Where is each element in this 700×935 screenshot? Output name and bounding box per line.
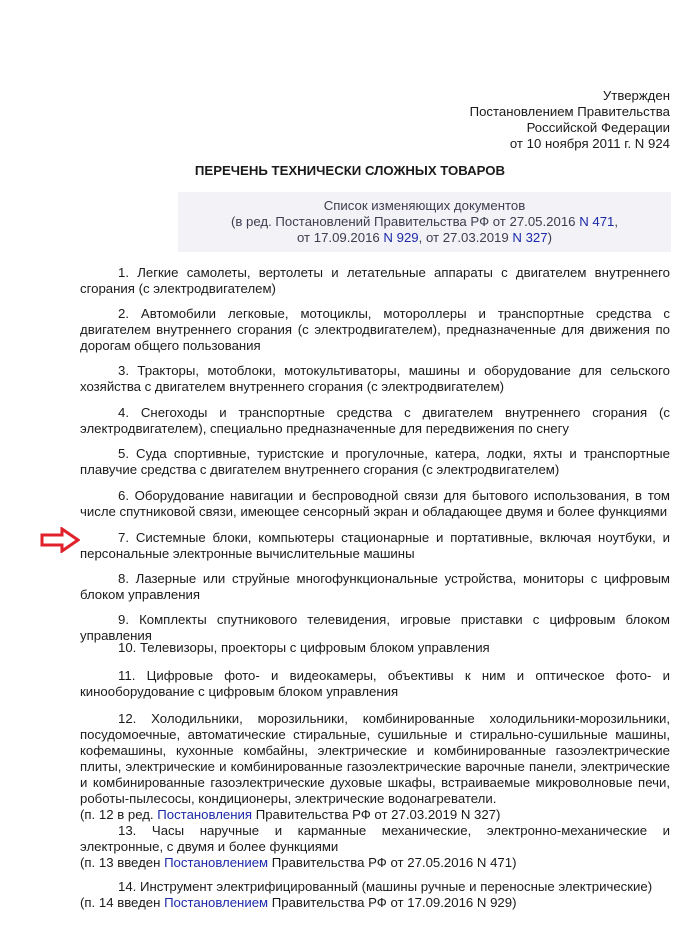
- list-item: [80, 823, 670, 871]
- changes-text: ): [547, 230, 552, 245]
- list-item: [80, 488, 670, 520]
- item-note: (п. 13 введен Постановлением Правительства РФ от 27.05.2016 N 471): [80, 855, 517, 870]
- list-item: [80, 265, 670, 297]
- note-link[interactable]: Постановлением: [164, 895, 269, 910]
- red-arrow-icon: [40, 527, 80, 553]
- item-text: 3. Тракторы, мотоблоки, мотокультиваторы, машины и оборудование для сельского хозяйства с двигателем внутреннего сгорания (с электродвигателем): [80, 363, 670, 394]
- list-item: [80, 640, 670, 656]
- changes-line: (в ред. Постановлений Правительства РФ от 27.05.2016 N 471,: [230, 214, 619, 229]
- list-item: [80, 711, 670, 823]
- note-link[interactable]: Постановления: [157, 807, 253, 822]
- changes-box: [178, 192, 671, 252]
- changes-line: [178, 230, 671, 246]
- changes-text: от 17.09.2016: [297, 230, 384, 245]
- item-text: 12. Холодильники, морозильники, комбинированные холодильники-морозильники, посудомоечные, автоматические стиральные, сушильные и стирально-сушильные машины, кофемашины, кухонные комбайны, электрические и комбинированные газоэлектрические плиты, электрические и комбинированные газоэлектрические варочные панели, электрические и комбинированные газоэлектрические духовые шкафы, встраиваемые микроволновые печи, роботы-пылесосы, кондиционеры, электрические водонагреватели.: [80, 711, 670, 806]
- item-text: 11. Цифровые фото- и видеокамеры, объективы к ним и оптическое фото- и кинооборудование с цифровым блоком управления: [80, 668, 670, 699]
- list-item: [80, 530, 670, 562]
- approval-line: Постановлением Правительства: [469, 104, 670, 119]
- item-note: (п. 12 в ред. Постановления Правительства РФ от 27.03.2019 N 327): [80, 807, 501, 822]
- item-text: 8. Лазерные или струйные многофункциональные устройства, мониторы с цифровым блоком управления: [80, 571, 670, 602]
- list-item: [80, 405, 670, 437]
- link-n929[interactable]: N 929: [383, 230, 419, 245]
- approval-line: Российской Федерации: [526, 120, 670, 135]
- link-n327[interactable]: N 327: [512, 230, 548, 245]
- item-text: 9. Комплекты спутникового телевидения, игровые приставки с цифровым блоком управления: [80, 612, 670, 643]
- list-item: [80, 571, 670, 603]
- list-item: [80, 446, 670, 478]
- item-text: 5. Суда спортивные, туристские и прогулочные, катера, лодки, яхты и транспортные плавучие средства с двигателем внутреннего сгорания (с электродвигателем): [80, 446, 670, 477]
- list-item: [80, 879, 670, 911]
- document-title: ПЕРЕЧЕНЬ ТЕХНИЧЕСКИ СЛОЖНЫХ ТОВАРОВ: [194, 163, 506, 178]
- item-text: 4. Снегоходы и транспортные средства с двигателем внутреннего сгорания (с электродвигателем), специально предназначенные для передвижения по снегу: [80, 405, 670, 436]
- list-item: [80, 668, 670, 700]
- changes-heading: Список изменяющих документов: [323, 198, 526, 213]
- changes-text: , от 27.03.2019: [418, 230, 513, 245]
- note-link[interactable]: Постановлением: [164, 855, 269, 870]
- changes-text: (в ред. Постановлений Правительства РФ от 27.05.2016: [230, 214, 580, 229]
- item-text: 1. Легкие самолеты, вертолеты и летательные аппараты с двигателем внутреннего сгорания (с электродвигателем): [80, 265, 670, 296]
- item-text: 2. Автомобили легковые, мотоциклы, мотороллеры и транспортные средства с двигателем внутреннего сгорания (с электродвигателем), предназначенные для движения по дорогам общего пользования: [80, 306, 670, 353]
- list-item: [80, 306, 670, 354]
- approval-line: Утвержден: [602, 88, 670, 103]
- item-text: 6. Оборудование навигации и беспроводной связи для бытового использования, в том числе спутниковой связи, имеющее сенсорный экран и обладающее двумя и более функциями: [80, 488, 670, 519]
- item-note: (п. 14 введен Постановлением Правительства РФ от 17.09.2016 N 929): [80, 895, 517, 910]
- approval-block: [470, 88, 670, 152]
- link-n471[interactable]: N 471: [579, 214, 615, 229]
- item-text: 13. Часы наручные и карманные механические, электронно-механические и электронные, с двумя и более функциями: [80, 823, 670, 854]
- item-text: 10. Телевизоры, проекторы с цифровым блоком управления: [118, 640, 490, 655]
- item-text: 14. Инструмент электрифицированный (машины ручные и переносные электрические): [118, 879, 653, 894]
- list-item: [80, 363, 670, 395]
- item-text: 7. Системные блоки, компьютеры стационарные и портативные, включая ноутбуки, и персональные электронные вычислительные машины: [80, 530, 670, 561]
- approval-line: от 10 ноября 2011 г. N 924: [509, 136, 670, 151]
